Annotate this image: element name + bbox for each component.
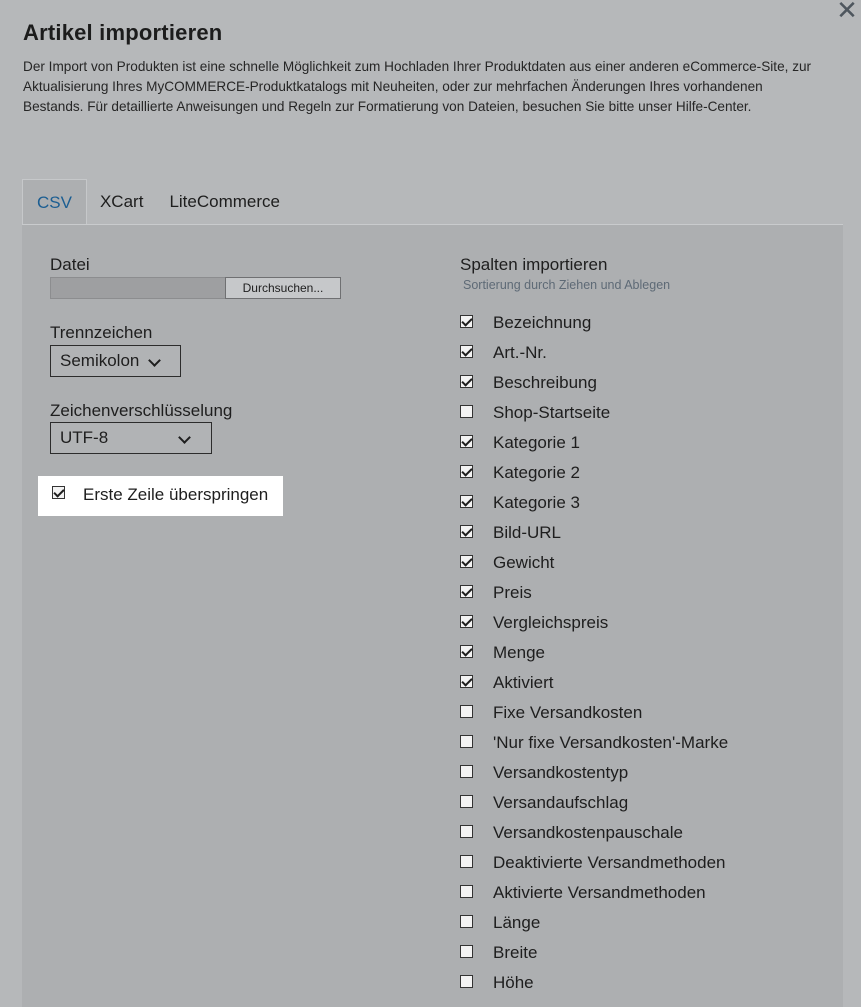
column-item[interactable] (460, 611, 840, 641)
column-label: Bild-URL (493, 523, 562, 542)
encoding-value: UTF-8 (60, 428, 109, 447)
column-checkbox[interactable] (460, 495, 473, 508)
column-checkbox[interactable] (460, 525, 473, 538)
column-item[interactable] (460, 371, 840, 401)
skip-first-row-option[interactable] (38, 476, 283, 516)
column-checkbox[interactable] (460, 645, 473, 658)
column-item[interactable] (460, 911, 840, 941)
column-checkbox[interactable] (460, 675, 473, 688)
column-item[interactable] (460, 791, 840, 821)
skip-first-row-label: Erste Zeile überspringen (83, 485, 269, 504)
encoding-select[interactable] (50, 422, 212, 454)
column-checkbox[interactable] (460, 465, 473, 478)
close-icon[interactable]: ✕ (836, 0, 858, 26)
column-item[interactable] (460, 461, 840, 491)
column-checkbox[interactable] (460, 735, 473, 748)
skip-first-row-checkbox[interactable] (52, 486, 65, 499)
column-item[interactable] (460, 341, 840, 371)
column-checkbox[interactable] (460, 705, 473, 718)
column-checkbox[interactable] (460, 405, 473, 418)
delimiter-select[interactable] (50, 345, 181, 377)
column-label: Shop-Startseite (493, 403, 611, 422)
columns-title: Spalten importieren (460, 255, 608, 274)
column-checkbox[interactable] (460, 765, 473, 778)
column-item[interactable] (460, 881, 840, 911)
column-checkbox[interactable] (460, 435, 473, 448)
column-item[interactable] (460, 821, 840, 851)
column-checkbox[interactable] (460, 915, 473, 928)
column-label: 'Nur fixe Versandkosten'-Marke (493, 733, 729, 752)
column-checkbox[interactable] (460, 855, 473, 868)
column-label: Kategorie 2 (493, 463, 580, 482)
column-item[interactable] (460, 971, 840, 1001)
column-label: Preis (493, 583, 532, 602)
column-checkbox[interactable] (460, 315, 473, 328)
dialog-title: Artikel importieren (23, 20, 223, 45)
csv-import-panel (22, 225, 843, 1007)
column-item[interactable] (460, 581, 840, 611)
column-checkbox[interactable] (460, 615, 473, 628)
column-label: Art.-Nr. (493, 343, 547, 362)
tab-litecommerce[interactable]: LiteCommerce (169, 192, 280, 211)
column-label: Versandkostentyp (493, 763, 629, 782)
column-label: Versandkostenpauschale (493, 823, 683, 842)
column-item[interactable] (460, 731, 840, 761)
column-item[interactable] (460, 641, 840, 671)
column-label: Höhe (493, 973, 534, 992)
chevron-down-icon (178, 431, 191, 444)
column-checkbox[interactable] (460, 975, 473, 988)
chevron-down-icon (148, 354, 161, 367)
column-checkbox[interactable] (460, 795, 473, 808)
columns-hint: Sortierung durch Ziehen und Ablegen (463, 278, 671, 292)
column-checkbox[interactable] (460, 345, 473, 358)
column-item[interactable] (460, 551, 840, 581)
tab-csv[interactable]: CSV (22, 179, 87, 225)
encoding-label: Zeichenverschlüsselung (50, 401, 233, 420)
column-item[interactable] (460, 851, 840, 881)
column-checkbox[interactable] (460, 555, 473, 568)
delimiter-label: Trennzeichen (50, 323, 153, 342)
column-label: Fixe Versandkosten (493, 703, 643, 722)
column-label: Aktivierte Versandmethoden (493, 883, 706, 902)
column-item[interactable] (460, 401, 840, 431)
column-label: Breite (493, 943, 538, 962)
column-list (460, 311, 840, 1001)
column-checkbox[interactable] (460, 825, 473, 838)
column-item[interactable] (460, 701, 840, 731)
column-checkbox[interactable] (460, 585, 473, 598)
column-item[interactable] (460, 941, 840, 971)
column-label: Länge (493, 913, 541, 932)
tab-bar (22, 179, 293, 225)
column-item[interactable] (460, 761, 840, 791)
column-label: Aktiviert (493, 673, 554, 692)
column-label: Kategorie 1 (493, 433, 580, 452)
file-label: Datei (50, 255, 90, 274)
column-checkbox[interactable] (460, 885, 473, 898)
column-label: Vergleichspreis (493, 613, 609, 632)
column-item[interactable] (460, 311, 840, 341)
column-label: Gewicht (493, 553, 555, 572)
column-item[interactable] (460, 491, 840, 521)
column-label: Deaktivierte Versandmethoden (493, 853, 726, 872)
delimiter-value: Semikolon (60, 351, 140, 370)
browse-button[interactable]: Durchsuchen... (225, 277, 341, 299)
column-item[interactable] (460, 671, 840, 701)
column-label: Versandaufschlag (493, 793, 629, 812)
column-item[interactable] (460, 521, 840, 551)
dialog-description: Der Import von Produkten ist eine schnelle Möglichkeit zum Hochladen Ihrer Produktdaten aus einer anderen eCommerce-Site, zur Aktualisierung Ihres MyCOMMERCE-Produktkatalogs mit Neuheiten, oder zur mehrfachen Änderungen Ihres vorhandenen Bestands. Für detaillierte Anweisungen und Regeln zur Formatierung von Dateien, besuchen Sie bitte unser Hilfe-Center. (23, 59, 812, 114)
column-label: Menge (493, 643, 545, 662)
column-item[interactable] (460, 431, 840, 461)
tab-xcart[interactable]: XCart (99, 192, 144, 211)
column-label: Bezeichnung (493, 313, 592, 332)
column-checkbox[interactable] (460, 945, 473, 958)
column-label: Beschreibung (493, 373, 597, 392)
column-checkbox[interactable] (460, 375, 473, 388)
file-path-field[interactable] (50, 277, 226, 299)
column-label: Kategorie 3 (493, 493, 580, 512)
